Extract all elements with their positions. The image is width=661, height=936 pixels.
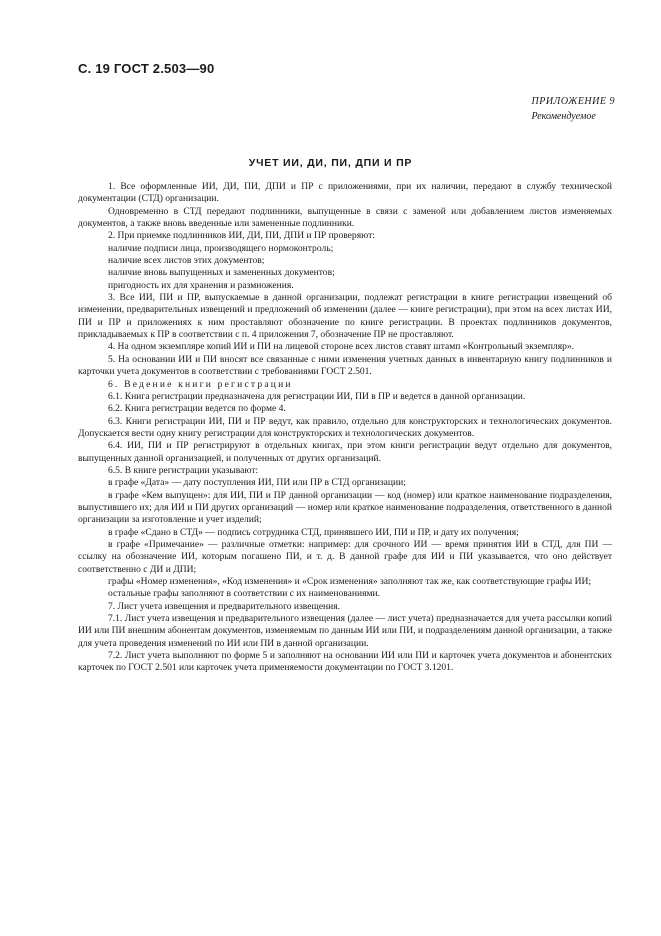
appendix-title: ПРИЛОЖЕНИЕ 9 xyxy=(531,96,615,107)
paragraph: в графе «Дата» — дату поступления ИИ, ПИ или ПР в СТД организации; xyxy=(108,477,406,489)
appendix-subtitle: Рекомендуемое xyxy=(531,111,596,122)
document-title: УЧЕТ ИИ, ДИ, ПИ, ДПИ И ПР xyxy=(248,157,413,169)
body-text xyxy=(78,181,612,675)
paragraph: графы «Номер изменения», «Код изменения» и «Срок изменения» заполняют так же, как соответствующие графы ИИ; xyxy=(108,576,592,587)
paragraph: 3. Все ИИ, ПИ и ПР, выпускаемые в данной организации, подлежат регистрации в книге регистрации извещений об изменении, предварительных извещений и предложений об изменении (далее — книге регистрации), при этом на всех листах ИИ, ПИ и ПР и приложениях к ним проставляют обозначение по книге регистрации. В проектах подлинников документов, прикладываемых к ПР в соответствии с п. 4 приложения 7, обозначение ПР не проставляют. xyxy=(78,292,612,341)
paragraph: в графе «Сдано в СТД» — подпись сотрудника СТД, принявшего ИИ, ПИ и ПР, и дату их получения; xyxy=(108,526,519,538)
paragraph: 6.3. Книги регистрации ИИ, ПИ и ПР ведут, как правило, отдельно для конструкторских и технологических документов. Допускается вести одну книгу регистрации для конструкторских и технологических документов. xyxy=(78,415,612,439)
paragraph: 7.1. Лист учета извещения и предварительного извещения (далее — лист учета) предназначается для учета рассылки копий ИИ или ПИ внешним абонентам документов, изменяемым по данным ИИ или ПИ, и подразделениям данной организации, а также для учета проведения изменений по ИИ или ПИ в данной организации. xyxy=(78,613,612,649)
paragraph: 2. При приемке подлинников ИИ, ДИ, ПИ, ДПИ и ПР проверяют: xyxy=(108,230,375,242)
paragraph: Одновременно в СТД передают подлинники, выпущенные в связи с заменой или добавлением листов изменяемых документов, а также вновь введенные или замененные подлинники. xyxy=(78,205,612,230)
paragraph: 6. Ведение книги регистрации xyxy=(108,378,293,390)
paragraph: пригодность их для хранения и размножения. xyxy=(108,279,294,291)
paragraph: 1. Все оформленные ИИ, ДИ, ПИ, ДПИ и ПР с приложениями, при их наличии, передают в службу технической документации (СТД) организации. xyxy=(78,181,612,205)
paragraph: 6.1. Книга регистрации предназначена для регистрации ИИ, ПИ в ПР и ведется в данной организации. xyxy=(108,390,526,402)
paragraph: наличие вновь выпущенных и замененных документов; xyxy=(108,267,335,279)
appendix-label xyxy=(532,94,616,124)
paragraph: 7.2. Лист учета выполняют по форме 5 и заполняют на основании ИИ или ПИ и карточек учета документов и абонентских карточек по ГОСТ 2.501 или карточек учета применяемости документации по ГОСТ 3.1201. xyxy=(78,650,612,674)
paragraph: 6.5. В книге регистрации указывают: xyxy=(108,464,259,476)
page-header: С. 19 ГОСТ 2.503—90 xyxy=(78,61,215,76)
paragraph: 5. На основании ИИ и ПИ вносят все связанные с ними изменения учетных данных в инвентарную книгу подлинников и карточки учета документов в соответствии с требованиями ГОСТ 2.501. xyxy=(78,353,612,378)
paragraph: 6.2. Книга регистрации ведется по форме 4. xyxy=(108,403,286,415)
paragraph: наличие всех листов этих документов; xyxy=(108,255,265,267)
paragraph: остальные графы заполняют в соответствии с их наименованиями. xyxy=(108,588,381,600)
paragraph: 4. На одном экземпляре копий ИИ и ПИ на лицевой стороне всех листов ставят штамп «Контрольный экземпляр». xyxy=(108,341,575,353)
paragraph: 6.4. ИИ, ПИ и ПР регистрируют в отдельных книгах, при этом книги регистрации ведут отдельно для документов, выпущенных данной организацией, и полученных от других организаций. xyxy=(78,440,612,464)
paragraph: 7. Лист учета извещения и предварительного извещения. xyxy=(108,600,341,612)
paragraph: в графе «Кем выпущен»: для ИИ, ПИ и ПР данной организации — код (номер) или краткое наименование подразделения, выпустившего их; для ИИ и ПИ других организаций — номер или краткое наименование подразделения, ответственного в данной организации за изготовление и учет изделий; xyxy=(78,489,612,526)
paragraph: наличие подписи лица, производящего нормоконтроль; xyxy=(108,242,334,254)
paragraph: в графе «Примечание» — различные отметки: например: для срочного ИИ — время принятия ИИ в СТД, для ПИ — ссылку на обозначение ИИ, которым погашено ПИ, и т. д. В данной графе для ИИ и ПИ указывается, что оно действует соответственно с ДИ и ДПИ; xyxy=(78,538,612,575)
